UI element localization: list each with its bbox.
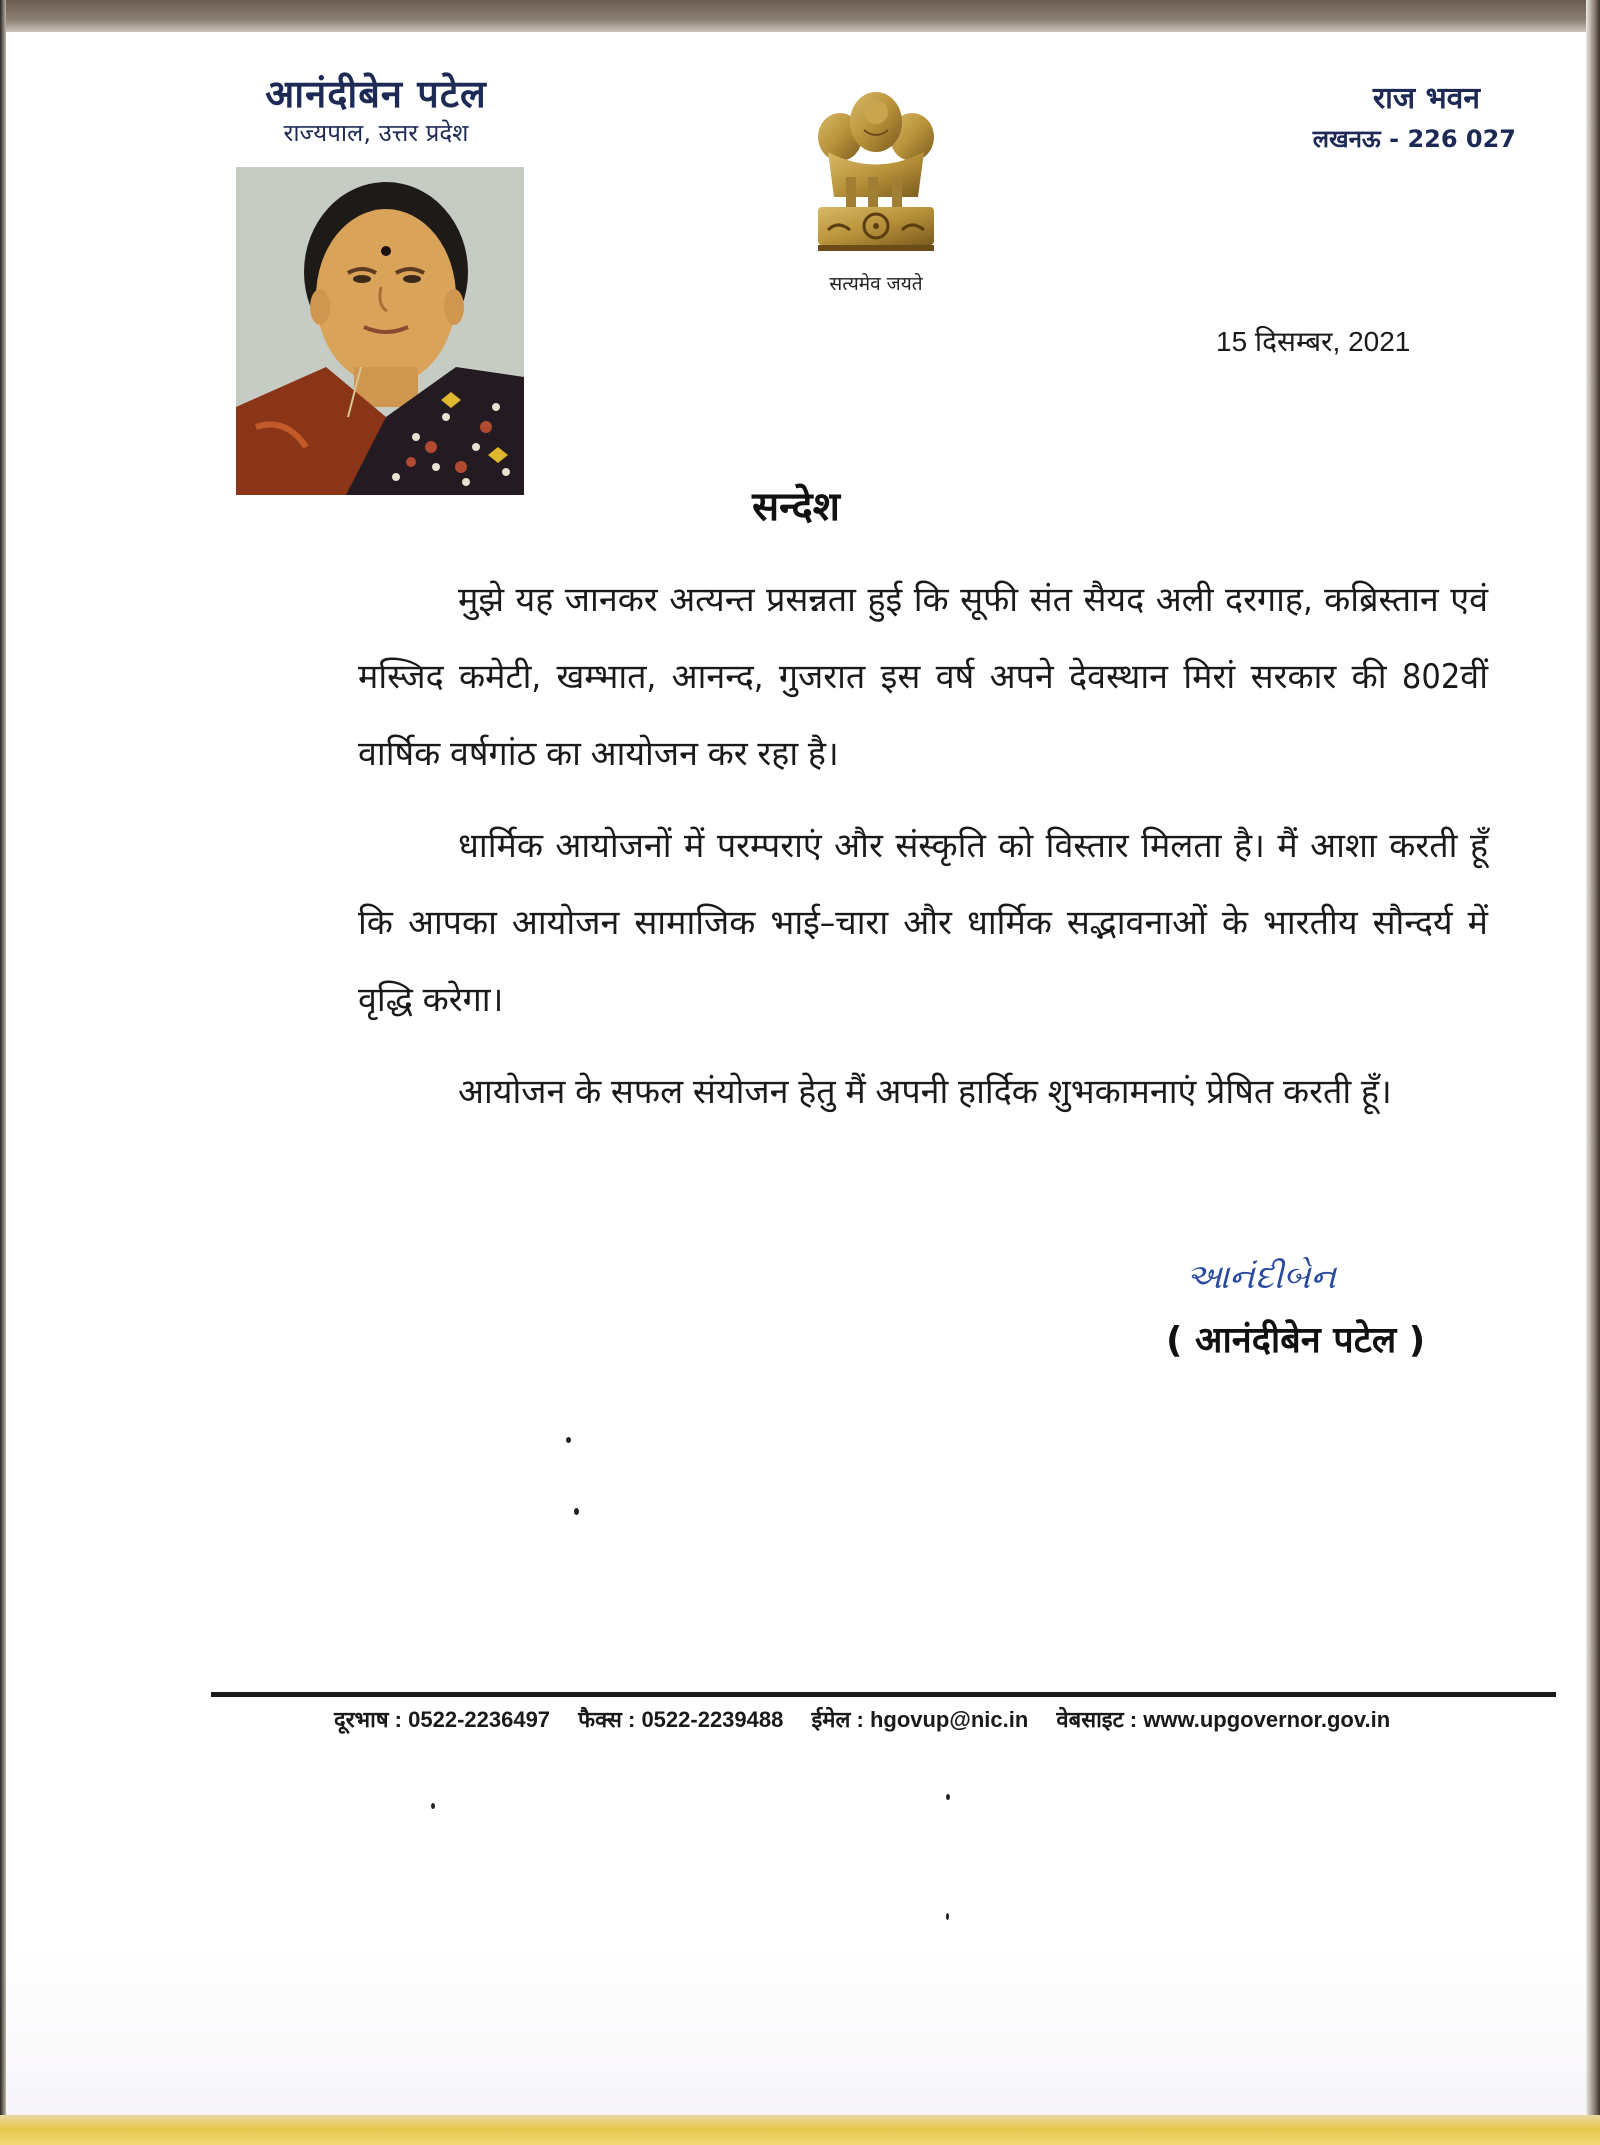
email-address: hgovup@nic.in — [869, 1707, 1029, 1732]
office-name: राज भवन — [1372, 81, 1480, 116]
emblem-motto: सत्यमेव जयते — [829, 273, 923, 295]
fax-label: फैक्स : — [578, 1707, 636, 1732]
website-label: वेबसाइट : — [1056, 1707, 1138, 1732]
footer-contact — [334, 1704, 1412, 1734]
office-address: लखनऊ - 226 027 — [1312, 125, 1516, 153]
frame-bottom-edge — [0, 2115, 1600, 2145]
footer-email — [811, 1707, 1034, 1732]
paper-speck — [566, 1437, 571, 1443]
body-paragraph: मुझे यह जानकर अत्यन्त प्रसन्नता हुई कि सूफी संत सैयद अली दरगाह, कब्रिस्तान एवं मस्जिद कमेटी, खम्भात, आनन्द, गुजरात इस वर्ष अपने देवस्थान मिरां सरकार की 802वीं वार्षिक वर्षगांठ का आयोजन कर रहा है। — [358, 580, 1488, 774]
footer-fax — [578, 1707, 789, 1732]
email-label: ईमेल : — [811, 1707, 864, 1732]
ashoka-emblem-icon — [806, 82, 946, 267]
paper-speck — [431, 1803, 435, 1809]
sender-title: राज्यपाल, उत्तर प्रदेश — [283, 119, 469, 147]
letterhead-left — [206, 72, 546, 148]
handwritten-signature: આનંદીબેન — [1186, 1257, 1336, 1297]
letter-body — [358, 562, 1488, 1131]
state-emblem — [806, 82, 946, 302]
letter-page — [6, 32, 1586, 2115]
paper-speck — [946, 1794, 950, 1800]
frame-top-edge — [0, 0, 1600, 32]
body-paragraph: धार्मिक आयोजनों में परम्पराएं और संस्कृति को विस्तार मिलता है। मैं आशा करती हूँ कि आपका आयोजन सामाजिक भाई–चारा और धार्मिक सद्भावनाओं के भारतीय सौन्दर्य में वृद्धि करेगा। — [358, 826, 1488, 1020]
website-url: www.upgovernor.gov.in — [1143, 1707, 1391, 1732]
phone-number: 0522-2236497 — [408, 1707, 551, 1732]
paper-speck — [574, 1508, 579, 1515]
footer-phone — [334, 1707, 556, 1732]
portrait-icon — [236, 167, 524, 495]
footer-website — [1056, 1707, 1390, 1732]
sender-name: आनंदीबेन पटेल — [265, 72, 487, 116]
phone-label: दूरभाष : — [334, 1707, 402, 1732]
letter-heading: सन्देश — [752, 484, 840, 530]
paper-speck — [946, 1913, 949, 1920]
letterhead-right — [1313, 80, 1516, 156]
portrait-photo — [236, 167, 524, 495]
footer-divider — [211, 1692, 1556, 1697]
body-paragraph: आयोजन के सफल संयोजन हेतु मैं अपनी हार्दिक शुभकामनाएं प्रेषित करती हूँ। — [458, 1072, 1392, 1112]
fax-number: 0522-2239488 — [641, 1707, 784, 1732]
frame-right-edge — [1586, 0, 1600, 2145]
letter-date: 15 दिसम्बर, 2021 — [1216, 326, 1411, 357]
signatory-name: ( आनंदीबेन पटेल ) — [1166, 1320, 1426, 1361]
